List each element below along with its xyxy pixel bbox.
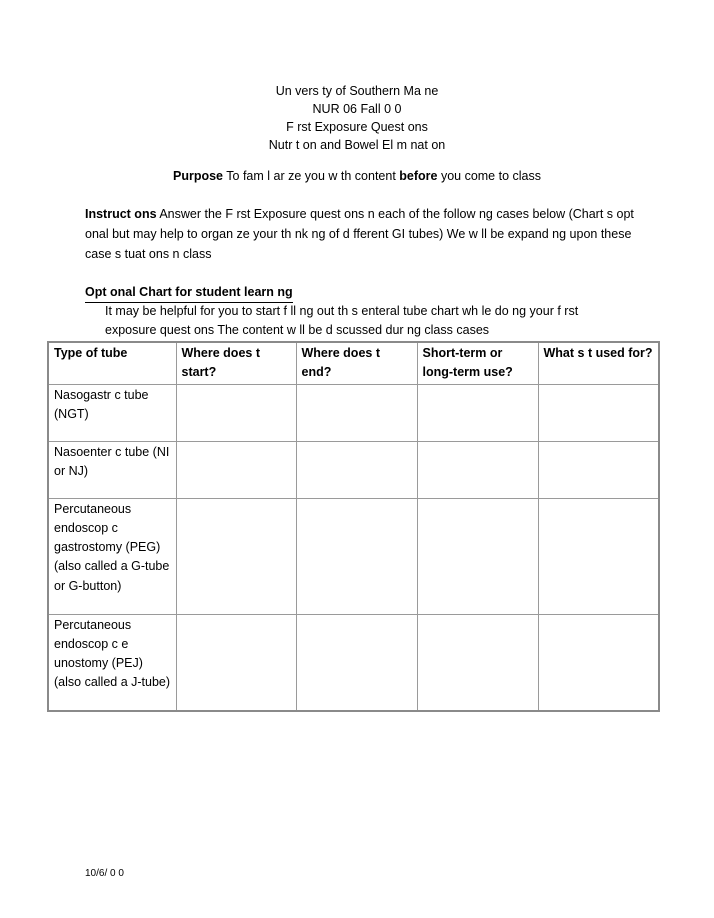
use-cell[interactable]	[538, 441, 659, 498]
duration-cell[interactable]	[417, 498, 538, 614]
footer-date: 10/6/ 0 0	[85, 868, 124, 879]
instructions-text: Answer the F rst Exposure quest ons n each of the follow ng cases below (Chart s opt onal but may help to organ ze your th nk ng of d fferent GI tubes) We w ll be expand ng upon these case s tuat ons n class	[85, 207, 634, 261]
instructions-paragraph	[85, 204, 645, 264]
use-cell[interactable]	[538, 384, 659, 441]
enteral-tube-chart	[47, 341, 660, 712]
instructions-label: Instruct ons	[85, 207, 157, 221]
column-header-use: What s t used for?	[538, 342, 659, 384]
table-row	[48, 614, 659, 711]
end-cell[interactable]	[296, 384, 417, 441]
use-cell[interactable]	[538, 614, 659, 711]
end-cell[interactable]	[296, 441, 417, 498]
column-header-type: Type of tube	[48, 342, 176, 384]
course-code: NUR 06 Fall 0 0	[312, 102, 402, 116]
tube-type-cell: Nasoenter c tube (NI or NJ)	[48, 441, 176, 498]
end-cell[interactable]	[296, 614, 417, 711]
start-cell[interactable]	[176, 498, 296, 614]
duration-cell[interactable]	[417, 441, 538, 498]
document-subtitle: Nutr t on and Bowel El m nat on	[268, 138, 446, 152]
duration-cell[interactable]	[417, 384, 538, 441]
purpose-label: Purpose	[173, 169, 224, 183]
end-cell[interactable]	[296, 498, 417, 614]
start-cell[interactable]	[176, 384, 296, 441]
use-cell[interactable]	[538, 498, 659, 614]
column-header-end: Where does t end?	[296, 342, 417, 384]
table-row	[48, 498, 659, 614]
column-header-duration: Short-term or long-term use?	[417, 342, 538, 384]
column-header-start: Where does t start?	[176, 342, 296, 384]
chart-section-heading: Opt onal Chart for student learn ng	[85, 283, 293, 303]
tube-type-cell: Nasogastr c tube (NGT)	[48, 384, 176, 441]
purpose-statement	[0, 167, 714, 185]
document-header	[0, 82, 714, 154]
start-cell[interactable]	[176, 441, 296, 498]
tube-type-cell: Percutaneous endoscop c gastrostomy (PEG) (also called a G-tube or G-button)	[48, 498, 176, 614]
table-row	[48, 384, 659, 441]
purpose-emphasis: before	[399, 169, 438, 183]
start-cell[interactable]	[176, 614, 296, 711]
university-name: Un vers ty of Southern Ma ne	[275, 84, 439, 98]
table-row	[48, 441, 659, 498]
document-title: F rst Exposure Quest ons	[286, 120, 428, 134]
duration-cell[interactable]	[417, 614, 538, 711]
tube-type-cell: Percutaneous endoscop c e unostomy (PEJ) (also called a J-tube)	[48, 614, 176, 711]
table-header-row	[48, 342, 659, 384]
purpose-text-a: To fam l ar ze you w th content	[223, 169, 400, 183]
chart-section-intro: It may be helpful for you to start f ll ng out th s enteral tube chart wh le do ng your f rst exposure quest ons The content w ll be d scussed dur ng class cases	[105, 304, 579, 337]
purpose-text-b: you come to class	[437, 169, 541, 183]
